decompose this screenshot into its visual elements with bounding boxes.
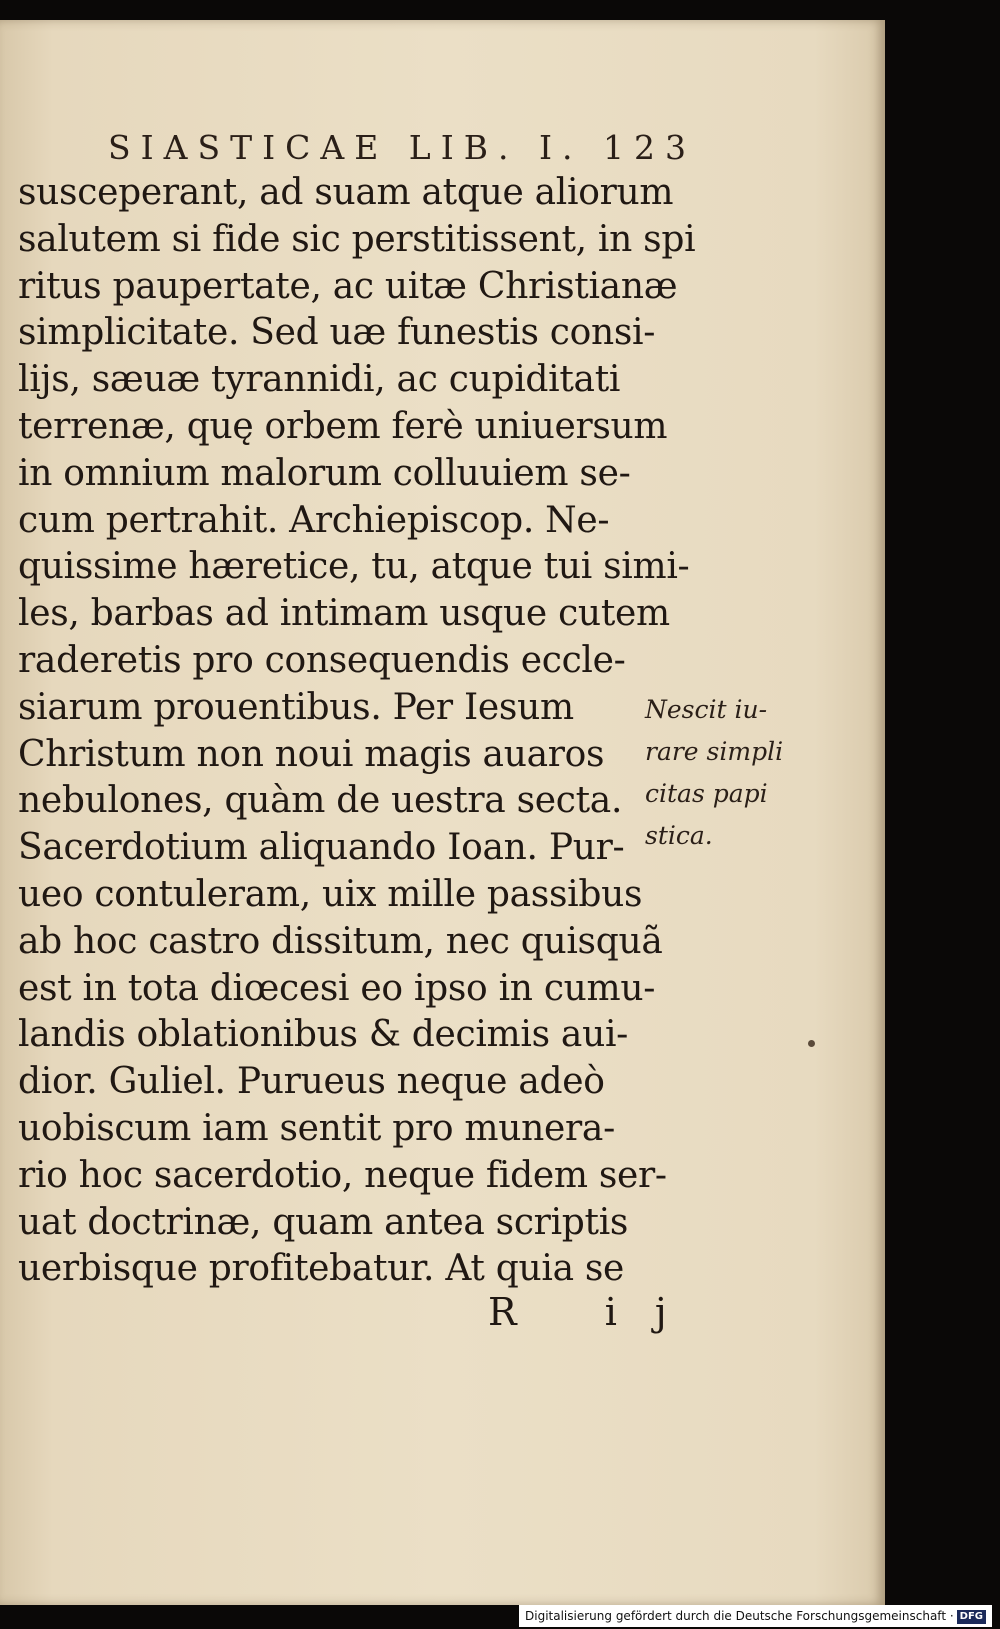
text-line: uat doctrinæ, quam antea scriptis	[18, 1201, 629, 1243]
footer-text: Digitalisierung gefördert durch die Deutsche Forschungsgemeinschaft ·	[525, 1609, 954, 1623]
signature-mark: R ij	[488, 1290, 705, 1334]
text-line: terrenæ, quę orbem ferè uniuersum	[18, 405, 668, 447]
text-line: ueo contuleram, uix mille passibus	[18, 873, 643, 915]
text-line: raderetis pro consequendis eccle-	[18, 639, 626, 681]
ink-spot	[808, 1040, 815, 1047]
text-line: quissime hæretice, tu, atque tui simi-	[18, 546, 690, 588]
text-line: simplicitate. Sed uæ funestis consi-	[18, 312, 656, 354]
text-line: Christum non noui magis auaros	[18, 733, 605, 775]
marginal-note-line: stica.	[645, 821, 713, 850]
running-header: SIASTICAE LIB. I. 123	[108, 128, 696, 167]
text-line: uerbisque profitebatur. At quia se	[18, 1248, 625, 1290]
text-line: siarum prouentibus. Per Iesum	[18, 686, 574, 728]
text-line: uobiscum iam sentit pro munera-	[18, 1107, 615, 1149]
marginal-note	[645, 689, 783, 857]
marginal-note-line: Nescit iu-	[645, 695, 768, 724]
text-line: est in tota diœcesi eo ipso in cumu-	[18, 967, 656, 1009]
text-line: ritus paupertate, ac uitæ Christianæ	[18, 265, 678, 307]
marginal-note-line: citas papi	[645, 779, 768, 808]
text-line: ab hoc castro dissitum, nec quisquã	[18, 920, 663, 962]
marginal-note-line: rare simpli	[645, 737, 784, 766]
text-line: dior. Guliel. Purueus neque adeò	[18, 1061, 605, 1103]
funding-footer	[519, 1605, 992, 1627]
text-line: landis oblationibus & decimis aui-	[18, 1014, 629, 1056]
dfg-logo: DFG	[957, 1610, 986, 1624]
text-line: cum pertrahit. Archiepiscop. Ne-	[18, 499, 610, 541]
text-line: les, barbas ad intimam usque cutem	[18, 593, 670, 635]
text-line: lijs, sæuæ tyrannidi, ac cupiditati	[18, 359, 621, 401]
text-line: Sacerdotium aliquando Ioan. Pur-	[18, 827, 625, 869]
text-line: rio hoc sacerdotio, neque fidem ser-	[18, 1154, 667, 1196]
text-line: in omnium malorum colluuiem se-	[18, 452, 631, 494]
text-line: salutem si fide sic perstitissent, in spi	[18, 218, 696, 260]
text-line: nebulones, quàm de uestra secta.	[18, 780, 623, 822]
text-line: susceperant, ad suam atque aliorum	[18, 172, 674, 213]
